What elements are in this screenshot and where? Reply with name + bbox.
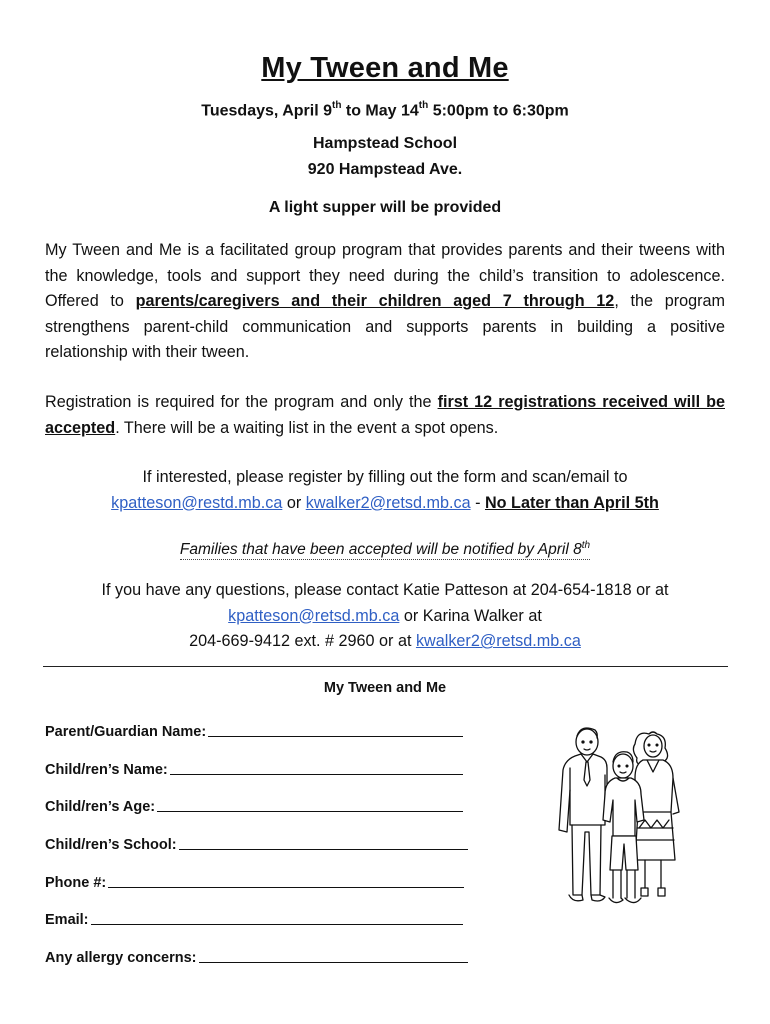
intro-text-1: My Tween and Me is a facilitated group program that provides parents and their tweens with the knowledge, tools and support they need during the child’s transition to adolescence. Offered to bbox=[45, 241, 725, 310]
interest-dash: - bbox=[470, 493, 485, 512]
registration-paragraph bbox=[45, 390, 725, 441]
location-address: 920 Hampstead Ave. bbox=[307, 161, 463, 178]
schedule-prefix: Tuesdays, April 9 bbox=[201, 102, 332, 120]
phone-input[interactable] bbox=[108, 871, 464, 888]
supper-note: A light supper will be provided bbox=[268, 199, 502, 216]
child-age-input[interactable] bbox=[157, 795, 463, 812]
schedule-middle: to May 14 bbox=[341, 102, 419, 120]
child-school-input[interactable] bbox=[179, 833, 468, 850]
child-name-field bbox=[45, 756, 463, 778]
email-input[interactable] bbox=[91, 908, 463, 925]
contact-line-3 bbox=[30, 629, 740, 655]
parent-name-label: Parent/Guardian Name: bbox=[45, 724, 207, 740]
registration-text-1: Registration is required for the program and only the bbox=[45, 393, 438, 411]
form-title: My Tween and Me bbox=[323, 680, 447, 696]
deadline-text: No Later than April 5th bbox=[484, 493, 659, 512]
interest-or: or bbox=[282, 493, 306, 512]
schedule-sup-2: th bbox=[418, 100, 429, 111]
child-school-field bbox=[45, 831, 468, 853]
allergy-label: Any allergy concerns: bbox=[45, 950, 197, 966]
notify-sup: th bbox=[581, 540, 591, 551]
registration-emphasis: first 12 registrations received will be accepted bbox=[45, 393, 725, 437]
child-age-field bbox=[45, 793, 463, 815]
allergy-field bbox=[45, 944, 468, 966]
allergy-input[interactable] bbox=[199, 946, 469, 963]
intro-paragraph bbox=[45, 238, 725, 366]
intro-emphasis: parents/caregivers and their children aged 7 through 12 bbox=[135, 292, 615, 310]
email-field bbox=[45, 906, 463, 928]
child-age-label: Child/ren’s Age: bbox=[45, 799, 156, 815]
schedule-suffix: 5:00pm to 6:30pm bbox=[428, 102, 569, 120]
phone-label: Phone #: bbox=[45, 875, 107, 891]
divider bbox=[43, 666, 728, 667]
interest-emails-line bbox=[30, 491, 740, 517]
email-link-kpatteson[interactable]: kpatteson@restd.mb.ca bbox=[111, 493, 283, 512]
email-link-kwalker-contact[interactable]: kwalker2@retsd.mb.ca bbox=[415, 632, 581, 650]
contact-block bbox=[30, 578, 740, 655]
intro-text-2: , the program strengthens parent-child communication and supports parents in building a positive relationship with their tween. bbox=[45, 292, 726, 361]
interest-line: If interested, please register by filling out the form and scan/email to bbox=[142, 468, 628, 486]
notify-text: Families that have been accepted will be notified by April 8 bbox=[179, 541, 582, 559]
child-school-label: Child/ren’s School: bbox=[45, 837, 177, 853]
parent-name-field bbox=[45, 718, 463, 740]
child-name-input[interactable] bbox=[170, 758, 463, 775]
interest-block bbox=[30, 465, 740, 516]
child-name-label: Child/ren’s Name: bbox=[45, 762, 168, 778]
notification-note bbox=[0, 540, 770, 559]
schedule-sup-1: th bbox=[331, 100, 342, 111]
parent-name-input[interactable] bbox=[208, 720, 463, 737]
registration-text-2: . There will be a waiting list in the event a spot opens. bbox=[115, 418, 499, 437]
email-link-kwalker[interactable]: kwalker2@retsd.mb.ca bbox=[305, 493, 471, 512]
father-figure-icon bbox=[559, 728, 607, 901]
page-title: My Tween and Me bbox=[261, 52, 509, 84]
phone-field bbox=[45, 869, 464, 891]
contact-mid: or Karina Walker at bbox=[399, 606, 542, 625]
schedule-line bbox=[0, 101, 770, 120]
family-illustration-icon bbox=[555, 720, 695, 920]
location-name: Hampstead School bbox=[312, 135, 458, 152]
email-label: Email: bbox=[45, 912, 89, 928]
contact-line-1: If you have any questions, please contact Katie Patteson at 204-654-1818 or at bbox=[101, 581, 669, 599]
contact-phone: 204-669-9412 ext. # 2960 or at bbox=[189, 632, 416, 650]
email-link-kpatteson-contact[interactable]: kpatteson@retsd.mb.ca bbox=[228, 606, 400, 625]
contact-line-2 bbox=[30, 604, 740, 630]
